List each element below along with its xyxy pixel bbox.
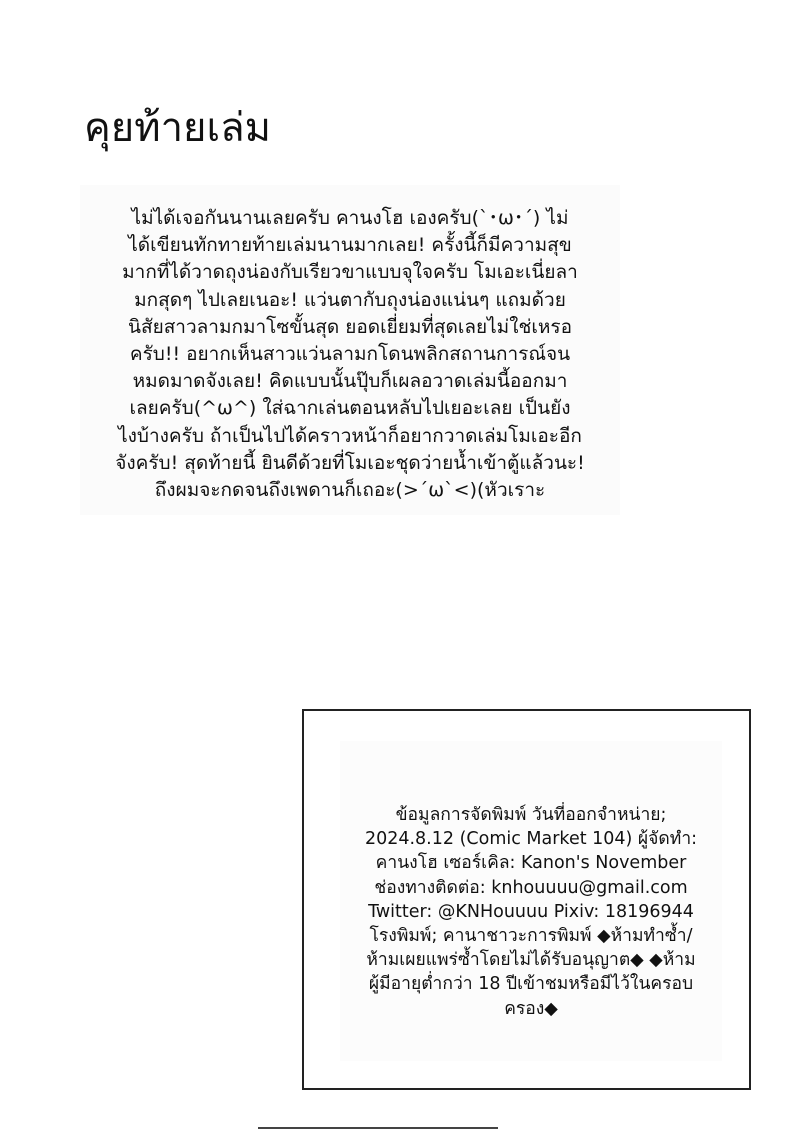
colophon-line: ครอง◆ bbox=[504, 998, 558, 1019]
colophon-line: ช่องทางติดต่อ: knhouuuu@gmail.com bbox=[374, 877, 688, 898]
colophon-line: โรงพิมพ์; คานาชาวะการพิมพ์ ◆ห้ามทำซ้ำ/ bbox=[369, 926, 693, 947]
afterword-text-block bbox=[80, 185, 620, 515]
afterword-line: นิสัยสาวลามกมาโซขั้นสุด ยอดเยี่ยมที่สุดเลยไม่ใช่เหรอ bbox=[127, 315, 573, 338]
afterword-line: มากที่ได้วาดถุงน่องกับเรียวขาแบบจุใจครับ โมเอะเนี่ยลา bbox=[122, 261, 578, 284]
afterword-line: จังครับ! สุดท้ายนี้ ยินดีด้วยที่โมเอะชุดว่ายน้ำเข้าตู้แล้วนะ! bbox=[115, 451, 585, 474]
colophon-line: ผู้มีอายุต่ำกว่า 18 ปีเข้าชมหรือมีไว้ในครอบ bbox=[368, 974, 694, 995]
colophon-inner-panel bbox=[340, 741, 722, 1061]
colophon-line: Twitter: @KNHouuuu Pixiv: 18196944 bbox=[368, 901, 694, 922]
afterword-line: เลยครับ(^ω^) ใส่ฉากเล่นตอนหลับไปเยอะเลย เป็นยัง bbox=[129, 397, 571, 420]
colophon-line: คานงโฮ เซอร์เคิล: Kanon's November bbox=[375, 853, 687, 874]
colophon-text bbox=[340, 803, 722, 1021]
colophon-line: 2024.8.12 (Comic Market 104) ผู้จัดทำ: bbox=[364, 829, 698, 850]
page-title: คุยท้ายเล่ม bbox=[84, 105, 272, 151]
afterword-line: ได้เขียนทักทายท้ายเล่มนานมากเลย! ครั้งนี้ก็มีความสุข bbox=[128, 234, 572, 257]
afterword-line: ถึงผมจะกดจนถึงเพดานก็เถอะ(>´ω`<)(หัวเราะ bbox=[154, 479, 546, 502]
colophon-line: ห้ามเผยแพร่ซ้ำโดยไม่ได้รับอนุญาต◆ ◆ห้าม bbox=[366, 950, 696, 971]
afterword-line: มกสุดๆ ไปเลยเนอะ! แว่นตากับถุงน่องแน่นๆ แถมด้วย bbox=[134, 288, 566, 311]
afterword-line: ครับ!! อยากเห็นสาวแว่นลามกโดนพลิกสถานการณ์จน bbox=[129, 343, 571, 366]
afterword-line: ไงบ้างครับ ถ้าเป็นไปได้คราวหน้าก็อยากวาดเล่มโมเอะอีก bbox=[118, 424, 582, 447]
afterword-line: หมดมาดจังเลย! คิดแบบนั้นปุ๊บก็เผลอวาดเล่มนี้ออกมา bbox=[132, 370, 568, 393]
colophon-line: ข้อมูลการจัดพิมพ์ วันที่ออกจำหน่าย; bbox=[395, 805, 667, 825]
colophon-box bbox=[302, 709, 751, 1090]
afterword-line: ไม่ได้เจอกันนานเลยครับ คานงโฮ เองครับ(`･ω･´) ไม่ bbox=[131, 207, 569, 229]
